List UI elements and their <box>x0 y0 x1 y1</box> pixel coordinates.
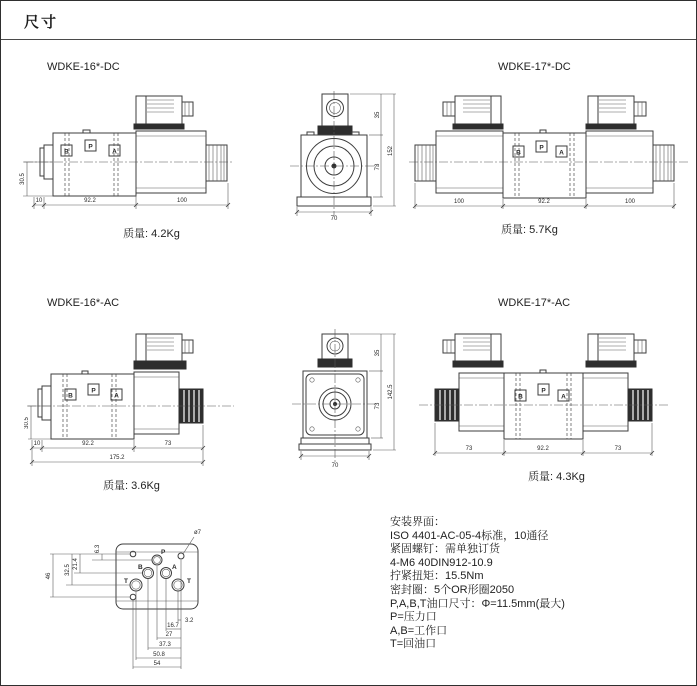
dc-front-view <box>284 89 401 221</box>
note-line: 紧固螺钉：需单独订货 <box>390 543 500 556</box>
dim-21-4: 21.4 <box>73 558 79 570</box>
din-connector <box>318 94 352 135</box>
dc16-side-view <box>19 89 237 214</box>
dim-70: 70 <box>330 216 338 221</box>
port-letter-a: A <box>114 392 119 400</box>
dim-37-3: 37.3 <box>159 642 171 648</box>
page-title: 尺寸 <box>24 14 59 31</box>
dim-73: 73 <box>375 402 381 410</box>
valve-body <box>503 130 586 198</box>
dim-92-2: 92.2 <box>82 441 94 447</box>
ac17-side-view <box>407 326 691 466</box>
mass-caption-dc17: 质量: 5.7Kg <box>501 224 558 236</box>
port-letter-t2: T <box>187 578 191 585</box>
dim-6-3: 6.3 <box>95 544 101 554</box>
dimension-lines <box>20 162 230 209</box>
dim-73-left: 73 <box>465 446 473 452</box>
dim-54: 54 <box>153 661 161 667</box>
dim-30-5: 30.5 <box>24 417 30 429</box>
port-letter-p: P <box>91 387 96 395</box>
dimension-lines <box>413 183 676 209</box>
dim-30-5: 30.5 <box>20 173 26 185</box>
dim-16-7: 16.7 <box>167 623 179 629</box>
dim-73: 73 <box>164 441 172 447</box>
note-line: ISO 4401-AC-05-4标准，10通径 <box>390 529 549 542</box>
solenoid-right-ac <box>583 373 652 431</box>
note-line: 安装界面： <box>390 516 445 528</box>
hole-leader-line <box>183 537 194 554</box>
connector-gasket <box>318 126 352 135</box>
din-connector <box>134 96 193 129</box>
port-letter-t1: T <box>124 578 128 585</box>
ac16-side-view <box>24 326 246 474</box>
din-connector-right <box>586 96 646 129</box>
port-letter-a: A <box>112 148 117 156</box>
dim-92-2: 92.2 <box>84 198 96 204</box>
port-letter-b: B <box>64 148 69 156</box>
connector-gasket <box>134 361 186 369</box>
dim-32-5: 32.5 <box>65 564 71 576</box>
dim-175-2: 175.2 <box>109 455 125 461</box>
port-letter-b: B <box>68 392 73 400</box>
valve-body <box>504 370 583 439</box>
dim-73-right: 73 <box>614 446 622 452</box>
dc17-side-view <box>407 89 691 214</box>
dim-35: 35 <box>375 111 381 119</box>
installation-notes <box>390 516 565 652</box>
port-letter-a: A <box>172 564 177 571</box>
drawing-label-dc17: WDKE-17*-DC <box>498 61 571 73</box>
dim-50-8: 50.8 <box>153 652 165 658</box>
dim-35: 35 <box>375 349 381 357</box>
port-letter-a: A <box>559 149 564 157</box>
valve-body <box>40 130 136 196</box>
dim-73: 73 <box>375 163 381 171</box>
note-line: 4-M6 40DIN912-10.9 <box>390 556 493 569</box>
ac-front-view <box>284 326 401 469</box>
note-line: T=回油口 <box>390 638 437 651</box>
note-line: A,B=工作口 <box>390 624 448 637</box>
port-letter-b: B <box>138 564 143 571</box>
dim-100-right: 100 <box>624 199 636 205</box>
port-letter-p: P <box>541 387 546 395</box>
dimension-lines <box>295 94 396 221</box>
dim-3-2: 3.2 <box>185 618 194 624</box>
din-connector-left <box>443 334 503 367</box>
mass-caption-dc16: 质量: 4.2Kg <box>123 228 180 240</box>
bolt-hole-bottom-left <box>130 594 136 600</box>
dim-100: 100 <box>176 198 188 204</box>
dim-27: 27 <box>165 632 173 638</box>
port-letter-p: P <box>88 143 93 151</box>
port-letter-a: A <box>561 393 566 401</box>
mass-caption-ac16: 质量: 3.6Kg <box>103 480 160 492</box>
port-letter-b: B <box>518 393 523 401</box>
solenoid-ac <box>134 372 203 434</box>
note-line: 拧紧扭矩：15.5Nm <box>390 570 484 583</box>
mounting-interface-view <box>26 519 261 681</box>
header-divider <box>1 39 697 40</box>
valve-body <box>38 371 134 439</box>
din-connector-right <box>586 334 646 367</box>
dim-92-2: 92.2 <box>538 199 550 205</box>
dim-total: 142.5 <box>388 384 394 400</box>
mass-caption-ac17: 质量: 4.3Kg <box>528 471 585 483</box>
note-line: P,A,B,T油口尺寸：Φ=11.5mm(最大) <box>390 597 565 610</box>
port-letter-b: B <box>516 149 521 157</box>
port-letter-p: P <box>161 549 166 556</box>
drawing-label-ac17: WDKE-17*-AC <box>498 297 571 309</box>
drawing-label-ac16: WDKE-16*-AC <box>47 297 120 309</box>
dim-70: 70 <box>331 463 339 469</box>
dim-10: 10 <box>35 198 43 204</box>
note-line: P=压力口 <box>390 611 437 624</box>
connector-gasket <box>134 124 184 129</box>
dim-46: 46 <box>46 572 52 580</box>
dim-hole-diameter: ø7 <box>194 530 202 536</box>
drawing-label-dc16: WDKE-16*-DC <box>47 61 120 73</box>
dim-92-2: 92.2 <box>537 446 549 452</box>
note-line: 密封圈：5个OR形圈2050 <box>390 583 515 596</box>
dimension-lines-bottom <box>133 560 194 669</box>
dim-10: 10 <box>33 441 41 447</box>
solenoid-left-ac <box>435 373 504 431</box>
port-letter-p: P <box>539 144 544 152</box>
dim-100-left: 100 <box>453 199 465 205</box>
din-connector-left <box>443 96 503 129</box>
din-connector <box>134 334 193 369</box>
dim-total: 152 <box>388 145 394 157</box>
